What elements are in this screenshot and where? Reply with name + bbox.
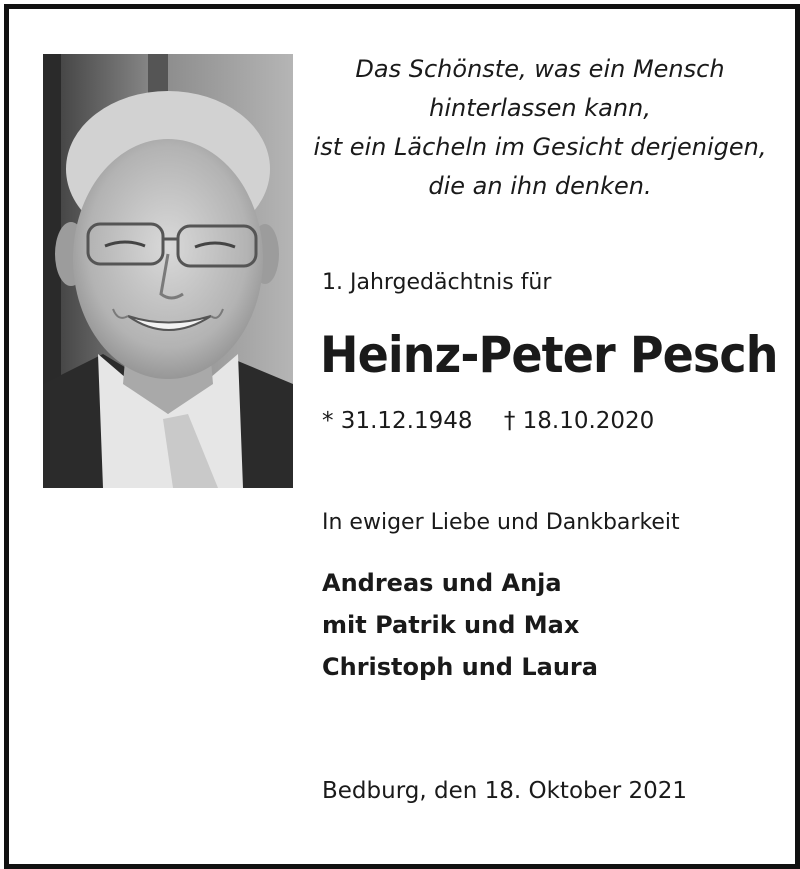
quote-line: hinterlassen kann,	[429, 94, 651, 122]
quote-line: die an ihn denken.	[428, 172, 652, 200]
memorial-quote	[300, 50, 780, 206]
mourner-line: Andreas und Anja	[322, 569, 562, 597]
portrait-illustration	[43, 54, 293, 488]
dedication-text: In ewiger Liebe und Dankbarkeit	[322, 510, 680, 535]
death-date: † 18.10.2020	[503, 408, 655, 434]
birth-date: * 31.12.1948	[322, 408, 473, 434]
mourner-line: Christoph und Laura	[322, 653, 598, 681]
mourner-line: mit Patrik und Max	[322, 611, 580, 639]
life-dates	[322, 408, 654, 434]
place-and-date: Bedburg, den 18. Oktober 2021	[322, 778, 688, 804]
anniversary-label: 1. Jahrgedächtnis für	[322, 270, 552, 295]
portrait-photo	[43, 54, 293, 488]
quote-line: Das Schönste, was ein Mensch	[355, 55, 725, 83]
mourners-list	[322, 562, 598, 688]
deceased-name: Heinz-Peter Pesch	[320, 326, 778, 384]
quote-line: ist ein Lächeln im Gesicht derjenigen,	[313, 133, 767, 161]
